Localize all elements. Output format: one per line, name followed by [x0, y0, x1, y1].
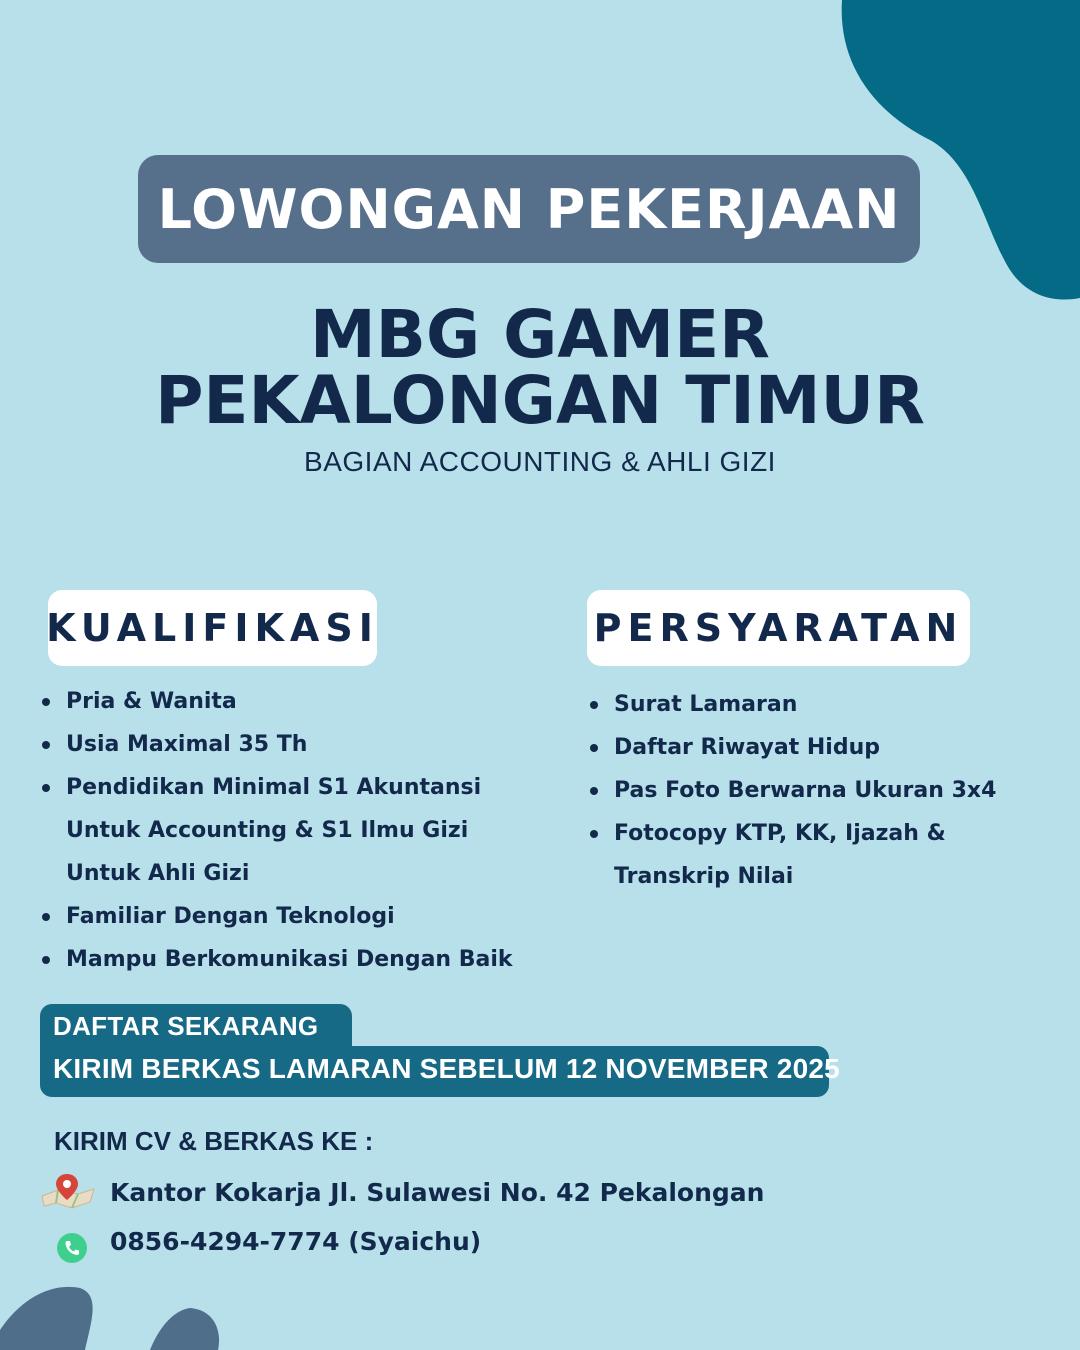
- contact-phone: 0856-4294-7774 (Syaichu): [110, 1227, 482, 1256]
- list-item: Usia Maximal 35 Th: [40, 723, 550, 766]
- kualifikasi-heading-pill: [48, 590, 377, 666]
- list-item: Fotocopy KTP, KK, Ijazah & Transkrip Nilai: [588, 812, 1068, 898]
- kualifikasi-title: KUALIFIKASI: [46, 606, 379, 650]
- contact-heading: KIRIM CV & BERKAS KE :: [54, 1126, 374, 1156]
- list-item: Familiar Dengan Teknologi: [40, 895, 550, 938]
- company-name-line2: PEKALONGAN TIMUR: [155, 362, 925, 439]
- contact-address: Kantor Kokarja Jl. Sulawesi No. 42 Pekalongan: [110, 1178, 765, 1207]
- list-item: Daftar Riwayat Hidup: [588, 726, 1068, 769]
- list-item: Pas Foto Berwarna Ukuran 3x4: [588, 769, 1068, 812]
- deadline-text: KIRIM BERKAS LAMARAN SEBELUM 12 NOVEMBER 2025: [53, 1053, 840, 1084]
- persyaratan-title: PERSYARATAN: [593, 606, 964, 650]
- persyaratan-heading-pill: [587, 590, 970, 666]
- header-banner: [138, 155, 920, 263]
- list-item: Pria & Wanita: [40, 680, 550, 723]
- phone-icon: [56, 1232, 88, 1264]
- list-item: Mampu Berkomunikasi Dengan Baik: [40, 938, 550, 981]
- map-pin-icon: [40, 1172, 96, 1212]
- company-name: [0, 296, 1080, 439]
- cta-label: DAFTAR SEKARANG: [53, 1011, 319, 1041]
- company-name-line1: MBG GAMER: [310, 296, 770, 373]
- list-item: Pendidikan Minimal S1 Akuntansi Untuk Accounting & S1 Ilmu Gizi Untuk Ahli Gizi: [40, 766, 550, 895]
- header-title: LOWONGAN PEKERJAAN: [157, 177, 901, 241]
- position-subtitle: BAGIAN ACCOUNTING & AHLI GIZI: [304, 446, 776, 477]
- persyaratan-list: [588, 683, 1068, 898]
- list-item: Surat Lamaran: [588, 683, 1068, 726]
- kualifikasi-list: [40, 680, 550, 981]
